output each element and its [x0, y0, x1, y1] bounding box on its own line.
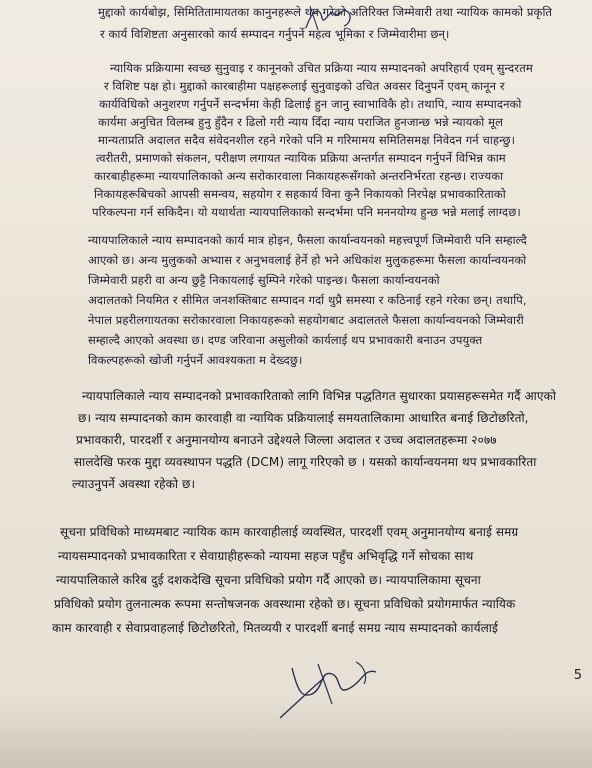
page-number: 5	[573, 668, 582, 683]
handwritten-line: र कार्य विशिष्टता अनुसारको कार्य सम्पादन गर्नुपर्ने महत्व भूमिका र जिम्मेवारीमा छन्।	[100, 27, 450, 41]
printed-line: न्यायसम्पादनको प्रभावकारिता र सेवाग्राहीहरूको न्यायमा सहज पहुँच अभिवृद्धि गर्ने सोचका साथ	[58, 549, 474, 563]
handwritten-line: निकायहरूबिचको आपसी समन्वय, सहयोग र सहकार्य विना कुनै निकायको निरपेक्ष प्रभावकारिताको	[94, 187, 506, 201]
signature-top	[300, 0, 360, 34]
page-shadow	[0, 698, 592, 768]
handwritten-line: न्यायिक प्रक्रियामा स्वच्छ सुनुवाइ र कानूनको उचित प्रक्रिया न्याय सम्पादनको अपरिहार्य एवम् सुन्दरतम	[110, 61, 533, 75]
handwritten-line: कारबाहीहरूमा न्यायपालिकाको अन्य सरोकारवाला निकायहरूसँगको अन्तरनिर्भरता रहन्छ। राज्यका	[94, 169, 504, 183]
handwritten-line: न्यायपालिकाले न्याय सम्पादनको कार्य मात्र होइन, फैसला कार्यान्वयनको महत्त्वपूर्ण जिम्मेवारी पनि सम्हाल्दै	[88, 233, 527, 247]
printed-line: प्रभावकारी, पारदर्शी र अनुमानयोग्य बनाउने उद्देश्यले जिल्ला अदालत र उच्च अदालतहरूमा २०७७	[76, 433, 497, 447]
printed-line: काम कारवाही र सेवाप्रवाहलाई छिटोछरितो, मितव्ययी र पारदर्शी बनाई समग्र न्याय सम्पादनको कार्यलाई	[52, 621, 498, 635]
handwritten-line: सम्हाल्दै आएको अवस्था छ। दण्ड जरिवाना असुलीको कार्यलाई थप प्रभावकारी बनाउन उपयुक्त	[88, 333, 483, 347]
handwritten-line: कार्यविधिको अनुशरण गर्नुपर्ने सन्दर्भमा केही ढिलाई हुन जानु स्वाभाविकै हो। तथापि, न्याय सम्पादनको	[99, 97, 522, 111]
printed-line: सूचना प्रविधिको माध्यमबाट न्यायिक काम कारवाहीलाई व्यवस्थित, पारदर्शी एवम् अनुमानयोग्य बनाई समग्र	[60, 525, 519, 539]
handwritten-line: आएको छ। अन्य मुलुकको अभ्यास र अनुभवलाई हेर्ने हो भने अधिकांश मुलुकहरूमा फैसला कार्यान्वयनको	[88, 253, 527, 267]
handwritten-line: विकल्पहरूको खोजी गर्नुपर्ने आवश्यकता म देख्दछु।	[88, 353, 303, 367]
handwritten-line: नेपाल प्रहरीलगायतका सरोकारवाला निकायहरूको सहयोगबाट अदालतले फैसला कार्यान्वयनको जिम्मेवारी	[88, 313, 524, 327]
handwritten-line: अदालतको नियमित र सीमित जनशक्तिबाट सम्पादन गर्दा थुप्रै समस्या र कठिनाई रहने गरेका छन्। तथापि,	[88, 293, 527, 307]
printed-line: ल्याउनुपर्ने अवस्था रहेको छ।	[72, 477, 196, 491]
handwritten-line: र विशिष्ट पक्ष हो। मुद्दाको कारबाहीमा पक्षहरूलाई सुनुवाइको उचित अवसर दिनुपर्ने एवम् कानून र	[104, 79, 505, 93]
handwritten-line: कार्यमा अनुचित विलम्ब हुनु हुँदैन र ढिलो गरी न्याय दिँदा न्याय पराजित हुनजान्छ भन्ने न्यायको मूल	[98, 115, 503, 129]
handwritten-line: जिम्मेवारी प्रहरी वा अन्य छुट्टै निकायलाई सुम्पिने गरेको पाइन्छ। फैसला कार्यान्वयनको	[88, 273, 440, 287]
printed-line: प्रविधिको प्रयोग तुलनात्मक रूपमा सन्तोषजनक अवस्थामा रहेको छ। सूचना प्रविधिको प्रयोगमार्फत न्यायिक	[54, 597, 516, 611]
handwritten-line: त्वरीतरी, प्रमाणको संकलन, परीक्षण लगायत न्यायिक प्रक्रिया अन्तर्गत सम्पादन गर्नुपर्ने विभिन्न काम	[96, 151, 506, 165]
printed-line: न्यायपालिकाले न्याय सम्पादनको प्रभावकारिताको लागि विभिन्न पद्धतिगत सुधारका प्रयासहरूसमेत गर्दै आएको	[82, 389, 557, 403]
printed-line: न्यायपालिकाले करिब दुई दशकदेखि सूचना प्रविधिको प्रयोग गर्दै आएको छ। न्यायपालिकामा सूचना	[56, 573, 481, 587]
handwritten-line: मान्यताप्रति अदालत सदैव संवेदनशील रहने गरेको पनि म गरिमामय समितिसमक्ष निवेदन गर्न चाहन्छु।	[98, 133, 516, 147]
printed-line: सालदेखि फरक मुद्दा व्यवस्थापन पद्धति (DCM) लागू गरिएको छ । यसको कार्यान्वयनमा थप प्रभावकारिता	[74, 455, 537, 469]
handwritten-line: मुद्दाको कार्यबोझ, सिमितितामायतका कानुनहरूले थप गरेको अतिरिक्त जिम्मेवारी तथा न्यायिक कामको प्रकृति	[98, 5, 553, 19]
printed-line: छ। न्याय सम्पादनको काम कारवाही वा न्यायिक प्रक्रियालाई समयतालिकामा आधारित बनाई छिटोछरितो,	[78, 411, 529, 425]
handwritten-line: परिकल्पना गर्न सकिदैन। यो यथार्थता न्यायपालिकाको सन्दर्भमा पनि मननयोग्य हुन्छ भन्ने मलाई लाग्दछ।	[92, 205, 521, 219]
